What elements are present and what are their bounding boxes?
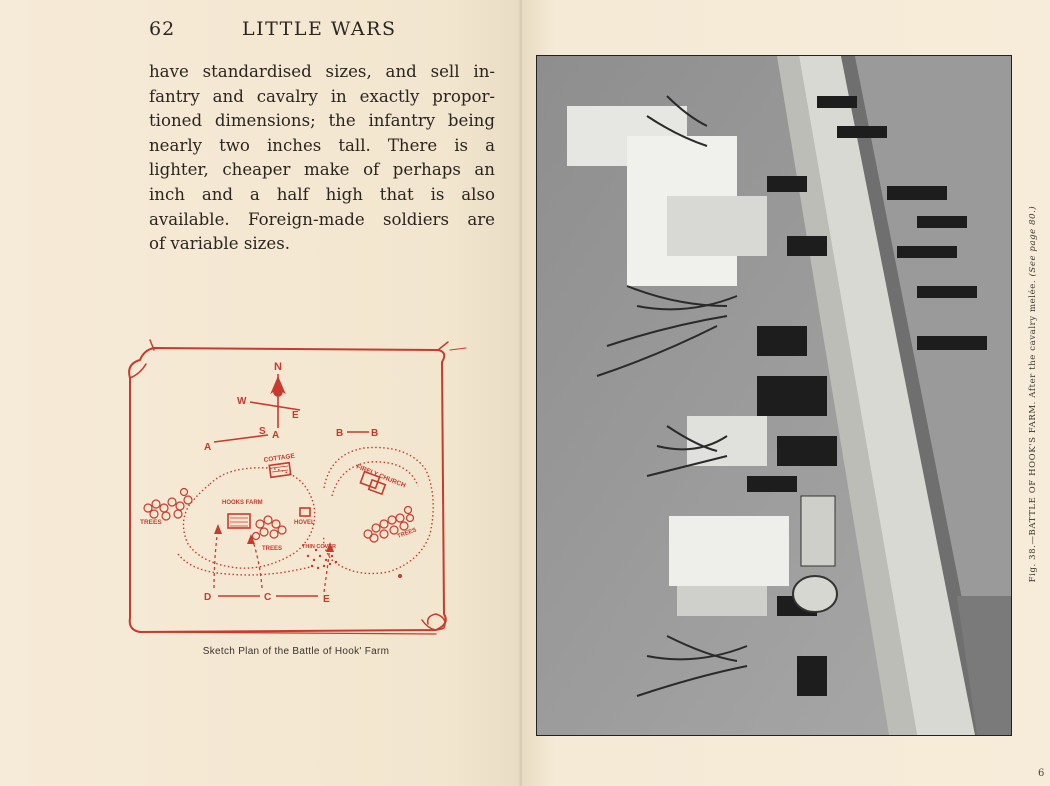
label-trees-mid: TREES: [262, 546, 283, 552]
label-e: E: [323, 594, 330, 605]
label-thin-cover: THIN COVER: [302, 544, 336, 550]
label-hovel: HOVEL: [294, 520, 315, 526]
compass-w: W: [237, 396, 247, 407]
running-head: [149, 18, 499, 44]
label-trees-left: TREES: [140, 519, 162, 526]
text-line: fantry and cavalry in exactly propor-: [149, 86, 495, 106]
scroll-border: [129, 348, 446, 632]
sketch-map-drawing: [118, 338, 474, 640]
photo-plate: [536, 55, 1012, 736]
label-a-left: A: [204, 442, 212, 453]
label-hooks-farm: HOOKS FARM: [222, 500, 263, 506]
label-b-right: B: [371, 428, 379, 439]
compass-e: E: [292, 410, 299, 421]
plate-caption: [1028, 206, 1038, 583]
hill-contour: [183, 468, 314, 568]
map-caption: Sketch Plan of the Battle of Hook' Farm: [202, 646, 390, 657]
text-line: have standardised sizes, and sell in-: [149, 62, 495, 81]
text-line: tioned dimensions; the infantry being: [149, 111, 495, 131]
plate-caption-main: Fig. 38.—BATTLE OF HOOK'S FARM. After the cavalry melée.: [1028, 279, 1038, 583]
label-trees-right: TREES: [396, 527, 418, 540]
text-line: nearly two inches tall. There is a: [149, 135, 495, 155]
label-d: D: [204, 592, 212, 603]
hill-contour: [324, 447, 434, 573]
edge-page-number: 6: [1038, 768, 1045, 779]
compass-n: N: [274, 361, 282, 373]
text-line: lighter, cheaper make of perhaps an: [149, 160, 495, 180]
page-number: 62: [149, 18, 176, 40]
hovel-building: [300, 508, 310, 516]
text-line: available. Foreign-made soldiers are: [149, 209, 495, 229]
label-church: FIRELY CHURCH: [355, 463, 407, 490]
left-page: [0, 0, 522, 786]
text-line: inch and a half high that is also: [149, 184, 495, 204]
plate-caption-ref: (See page 80.): [1028, 205, 1038, 277]
label-b-left: B: [336, 428, 344, 439]
text-line: of variable sizes.: [149, 234, 291, 254]
compass-s: S: [259, 426, 266, 437]
book-title: LITTLE WARS: [242, 18, 397, 40]
battle-photo: [537, 56, 1011, 735]
label-cottage: COTTAGE: [263, 452, 296, 464]
sketch-map: [118, 338, 474, 640]
label-c: C: [264, 592, 272, 603]
label-a-right: A: [272, 430, 280, 441]
body-paragraph: [149, 60, 495, 257]
